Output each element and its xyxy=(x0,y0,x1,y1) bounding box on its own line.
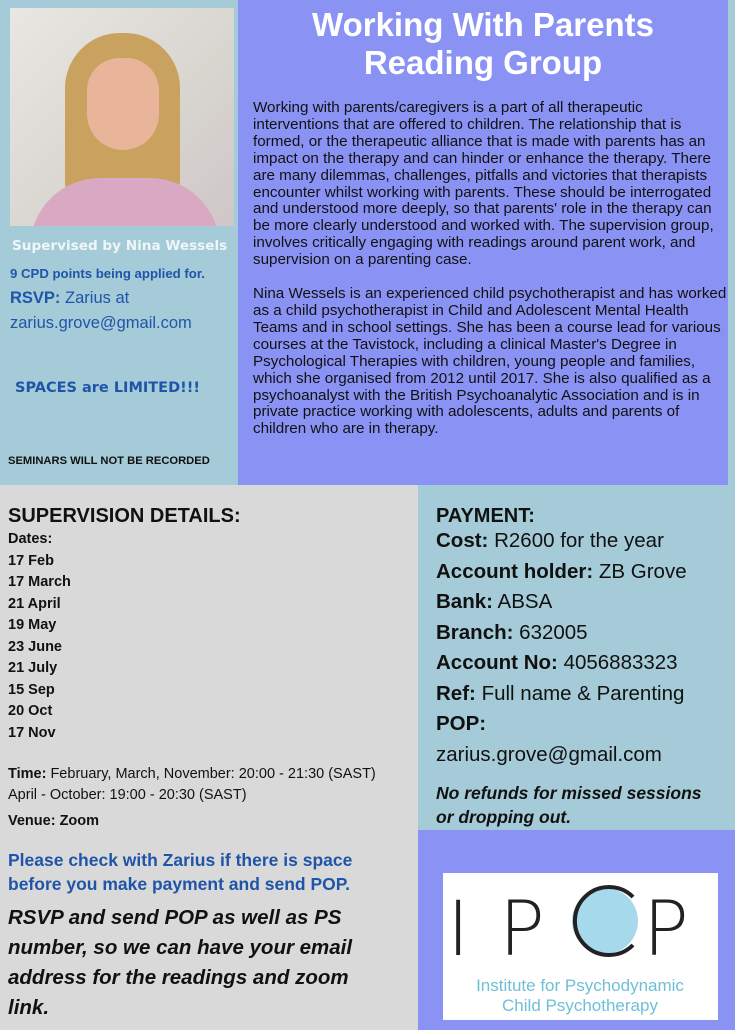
venue: Venue: Zoom xyxy=(8,813,100,829)
bio-paragraph: Nina Wessels is an experienced child psychotherapist and has worked as a child psychotherapist in Child and Adolescent Mental Health Teams and in school settings. She has been a course lead for various courses at the Tavistock, including a clinical Master's Degree in Psychological Therapies with children, young people and families, which she organised from 2012 until 2017. She is also qualified as a psychoanalyst with the British Psychoanalytic Association and is in private practice working with adolescents, adults and parents of children who are in therapy. xyxy=(253,285,727,438)
svg-text:P: P xyxy=(499,884,545,973)
spaces-limited: SPACES are LIMITED!!! xyxy=(15,380,200,396)
time-info: Time: February, March, November: 20:00 - 21:30 (SAST) April - October: 19:00 - 20:30 (SAST) xyxy=(8,766,376,803)
date-item: 17 Nov xyxy=(8,724,56,741)
date-item: 23 June xyxy=(8,638,62,655)
payment-row: Bank: ABSA xyxy=(436,590,553,613)
rsvp-notice: RSVP and send POP as well as PS number, so we can have your email address for the readings and zoom link. xyxy=(8,906,353,1019)
presenter-photo xyxy=(10,8,234,226)
payment-row: Account holder: ZB Grove xyxy=(436,559,687,583)
date-item: 20 Oct xyxy=(8,703,53,719)
description-paragraph: Working with parents/caregivers is a part of all therapeutic interventions that are offered to children. The relationship that is formed, or the therapeutic alliance that is made with parents has an impact on the therapy and can hinder or enhance the therapy. There are many dilemmas, challenges, pitfalls and victories that therapists encounter whilst working with parents. These should be interrogated and understood more deeply, so that parents' role in the therapy can be more clearly understood and worked with. The supervision group, involves critically engaging with readings around parent work, and supervision on a parenting case. xyxy=(253,99,714,269)
rsvp-email[interactable]: zarius.grove@gmail.com xyxy=(10,314,192,332)
cpd-points: 9 CPD points being applied for. xyxy=(10,266,205,281)
svg-text:I: I xyxy=(447,884,472,973)
supervision-details xyxy=(0,485,418,1030)
date-item: 15 Sep xyxy=(8,681,55,698)
sidebar-panel xyxy=(0,0,238,485)
not-recorded-notice: SEMINARS WILL NOT BE RECORDED xyxy=(8,455,210,467)
payment-row: Ref: Full name & Parenting xyxy=(436,681,685,705)
supervised-by: Supervised by Nina Wessels xyxy=(12,238,228,254)
date-item: 19 May xyxy=(8,617,57,633)
payment-panel xyxy=(418,485,735,830)
logo-line2: Child Psychotherapy xyxy=(502,996,658,1015)
date-item: 21 July xyxy=(8,660,58,676)
description-panel xyxy=(238,0,728,485)
svg-text:P: P xyxy=(643,884,689,973)
payment-row: Account No: 4056883323 xyxy=(436,651,678,674)
page-title: Working With Parents Reading Group xyxy=(312,6,654,81)
dates-label: Dates: xyxy=(8,531,53,547)
ipcp-logo xyxy=(443,873,718,1020)
logo-line1: Institute for Psychodynamic xyxy=(476,976,684,995)
date-item: 21 April xyxy=(8,595,61,612)
check-notice: Please check with Zarius if there is space before you make payment and send POP. xyxy=(8,850,353,894)
payment-row: Cost: R2600 for the year xyxy=(436,529,664,552)
payment-heading: PAYMENT: xyxy=(436,505,535,527)
date-item: 17 Feb xyxy=(8,552,54,569)
payment-row: Branch: 632005 xyxy=(436,620,588,644)
date-item: 17 March xyxy=(8,574,71,590)
pop-email[interactable]: zarius.grove@gmail.com xyxy=(436,742,662,766)
rsvp-line: RSVP: Zarius at xyxy=(10,289,130,307)
pop-label: POP: xyxy=(436,712,487,735)
refund-notice: No refunds for missed sessions or dropping out. xyxy=(436,783,702,827)
supervision-heading: SUPERVISION DETAILS: xyxy=(8,505,241,527)
